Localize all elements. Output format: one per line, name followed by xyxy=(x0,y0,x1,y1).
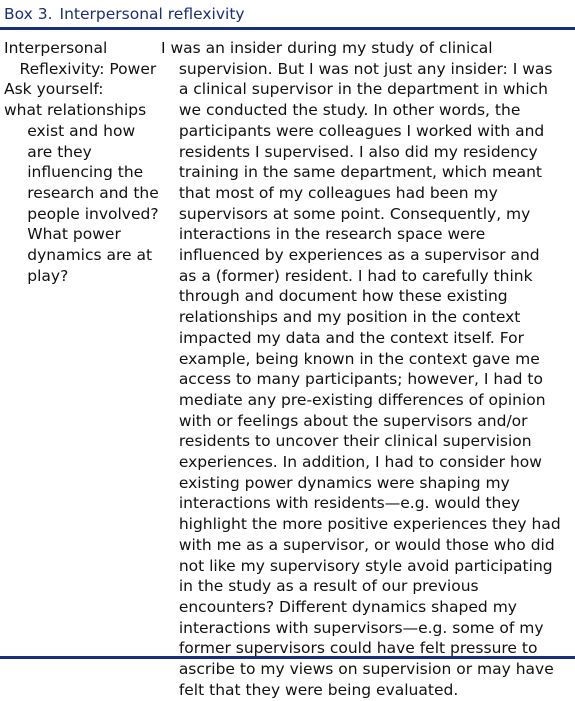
box-content xyxy=(0,30,575,699)
prompt-label: Ask yourself: xyxy=(4,80,104,99)
box-header xyxy=(0,0,575,27)
box-title: Interpersonal reflexivity xyxy=(59,4,245,23)
box-number: Box 3. xyxy=(4,4,53,23)
column-heading: Interpersonal Reflexivity: Power xyxy=(4,39,157,78)
reflection-narrative: I was an insider during my study of clinical supervision. But I was not just any insider: I was a clinical supervisor in the department in which we conducted the study. In other words, the participants were colleagues I worked with and residents I supervised. I also did my residency training in the same department, which meant that most of my colleagues had been my supervisors at some point. Consequently, my interactions in the research space were influenced by experiences as a supervisor and as a (former) resident. I had to carefully think through and document how these existing relationships and my position in the context impacted my data and the context itself. For example, being known in the context gave me access to many participants; however, I had to mediate any pre-existing differences of opinion with or feelings about the supervisors and/or residents to uncover their clinical supervision experiences. In addition, I had to consider how existing power dynamics were shaping my interactions with residents—e.g. would they highlight the more positive experiences they had with me as a supervisor, or would those who did not like my supervisory style avoid participating in the study as a result of our previous encounters? Different dynamics shaped my interactions with supervisors—e.g. some of my former supervisors could have felt pressure to ascribe to my views on supervision or may have felt that they were being evaluated. xyxy=(161,39,561,699)
right-column xyxy=(159,38,561,699)
reflection-question: what relationships exist and how are they influencing the research and the people involved? What power dynamics are at play? xyxy=(4,101,159,285)
left-column xyxy=(0,38,159,652)
